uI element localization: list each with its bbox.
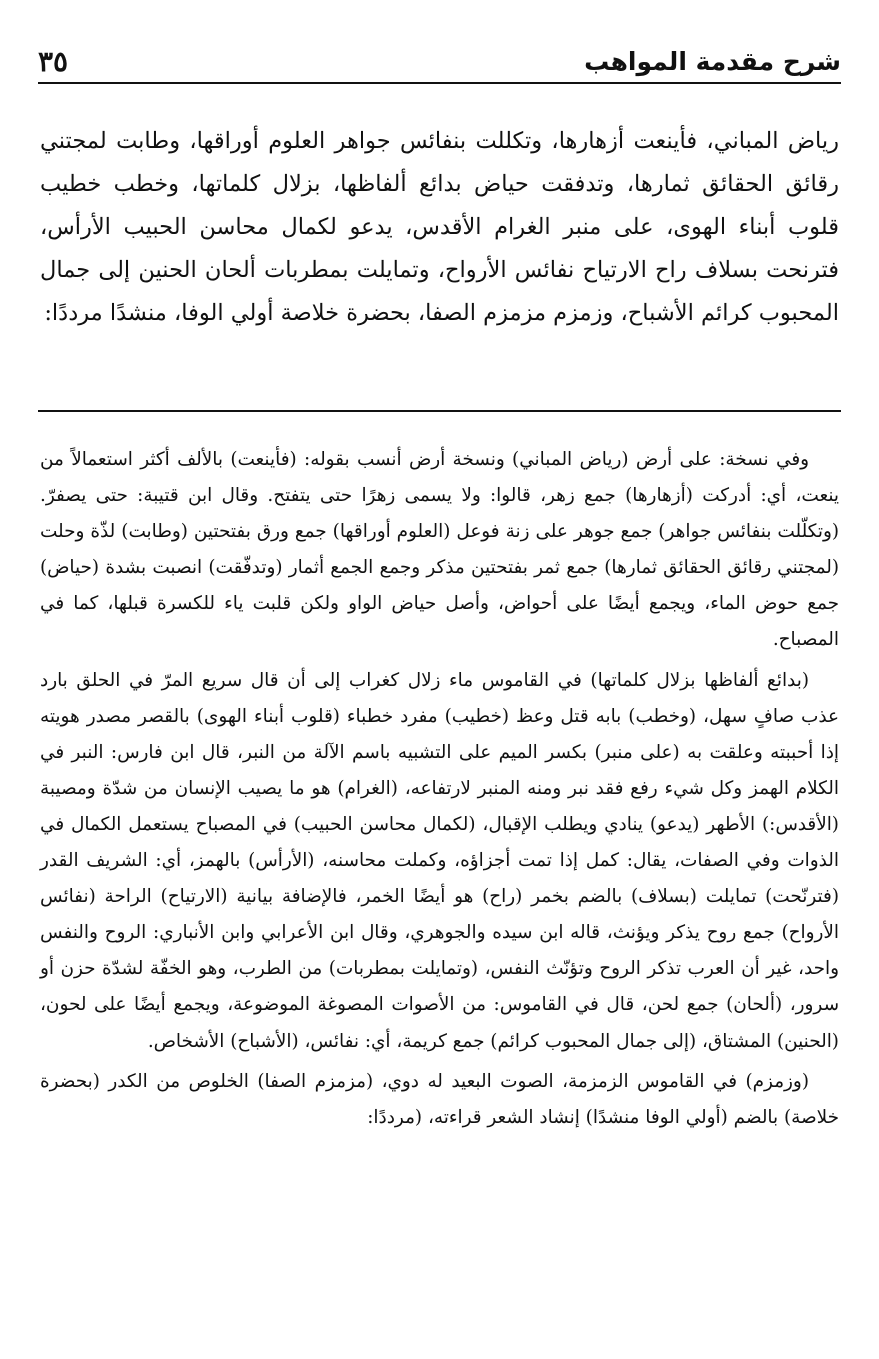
main-paragraph: رياض المباني، فأينعت أزهارها، وتكللت بنفائس جواهر العلوم أوراقها، وطابت لمجتني رقائق الحقائق ثمارها، وتدفقت حياض بدائع ألفاظها، بزلال كلماتها، وخطب خطيب قلوب أبناء الهوى، على منبر الغرام الأقدس، يدعو لكمال محاسن الحبيب الأرأس، فترنحت بسلاف راح الارتياح نفائس الأرواح، وتمايلت بمطربات ألحان الحنين إلى جمال المحبوب كرائم الأشباح، وزمزم مزمزم الصفا، بحضرة خلاصة أولي الوفا، منشدًا مرددًا:: [40, 128, 839, 326]
page-number: ٣٥: [38, 44, 69, 78]
footnote-separator: [38, 410, 841, 412]
commentary-block: [40, 442, 839, 1136]
running-title: شرح مقدمة المواهب: [584, 46, 841, 76]
commentary-paragraph-2: (بدائع ألفاظها بزلال كلماتها) في القاموس ماء زلال كغراب إلى أن قال سريع المرّ في الحلق بارد عذب صافٍ سهل، (وخطب) بابه قتل وعظ (خطيب) مفرد خطباء (قلوب أبناء الهوى) بالقصر مصدر هويته إذا أحببته وعلقت به (على منبر) بكسر الميم على التشبيه باسم الآلة من النبر، قال ابن فارس: النبر في الكلام الهمز وكل شيء رفع فقد نبر ومنه المنبر لارتفاعه، (الغرام) هو ما يصيب الإنسان من شدّة ومصيبة (الأقدس:) الأطهر (يدعو) ينادي ويطلب الإقبال، (لكمال محاسن الحبيب) في المصباح يستعمل الكمال في الذوات وفي الصفات، يقال: كمل إذا تمت أجزاؤه، وكملت محاسنه، (الأرأس) بالهمز، أي: الشريف القدر (فترنّحت) تمايلت (بسلاف) بالضم بخمر (راح) هو أيضًا الخمر، فالإضافة بيانية (الارتياح) الراحة (نفائس الأرواح) جمع روح يذكر ويؤنث، قاله ابن سيده والجوهري، وقال ابن الأعرابي وابن الأنباري: الروح والنفس واحد، غير أن العرب تذكر الروح وتؤنّث النفس، (وتمايلت بمطربات) من الطرب، وهو الخفّة لشدّة حزن أو سرور، (ألحان) جمع لحن، قال في القاموس: من الأصوات المصوغة الموضوعة، ويجمع أيضًا على لحون، (الحنين) المشتاق، (إلى جمال المحبوب كرائم) جمع كريمة، أي: نفائس، (الأشباح) الأشخاص.: [40, 669, 839, 1052]
main-text-block: [40, 120, 839, 335]
commentary-paragraph-3: (وزمزم) في القاموس الزمزمة، الصوت البعيد له دوي، (مزمزم الصفا) الخلوص من الكدر (بحضرة خلاصة) بالضم (أولي الوفا منشدًا) إنشاد الشعر قراءته، (مرددًا:: [40, 1070, 839, 1128]
page-header: [38, 40, 841, 84]
commentary-paragraph-1: وفي نسخة: على أرض (رياض المباني) ونسخة أرض أنسب بقوله: (فأينعت) بالألف أكثر استعمالاً من ينعت، أي: أدركت (أزهارها) جمع زهر، قالوا: ولا يسمى زهرًا حتى يتفتح. وقال ابن قتيبة: حتى يصفرّ. (وتكلّلت بنفائس جواهر) جمع جوهر على زنة فوعل (العلوم أوراقها) جمع ورق بفتحتين (وطابت) لذّة وحلت (لمجتني رقائق الحقائق ثمارها) جمع ثمر بفتحتين مذكر وجمع الجمع أثمار (وتدفّقت) انصبت بشدة (حياض) جمع حوض الماء، ويجمع أيضًا على أحواض، وأصل حياض الواو ولكن قلبت ياء للكسرة قبلها، كما في المصباح.: [40, 449, 839, 651]
